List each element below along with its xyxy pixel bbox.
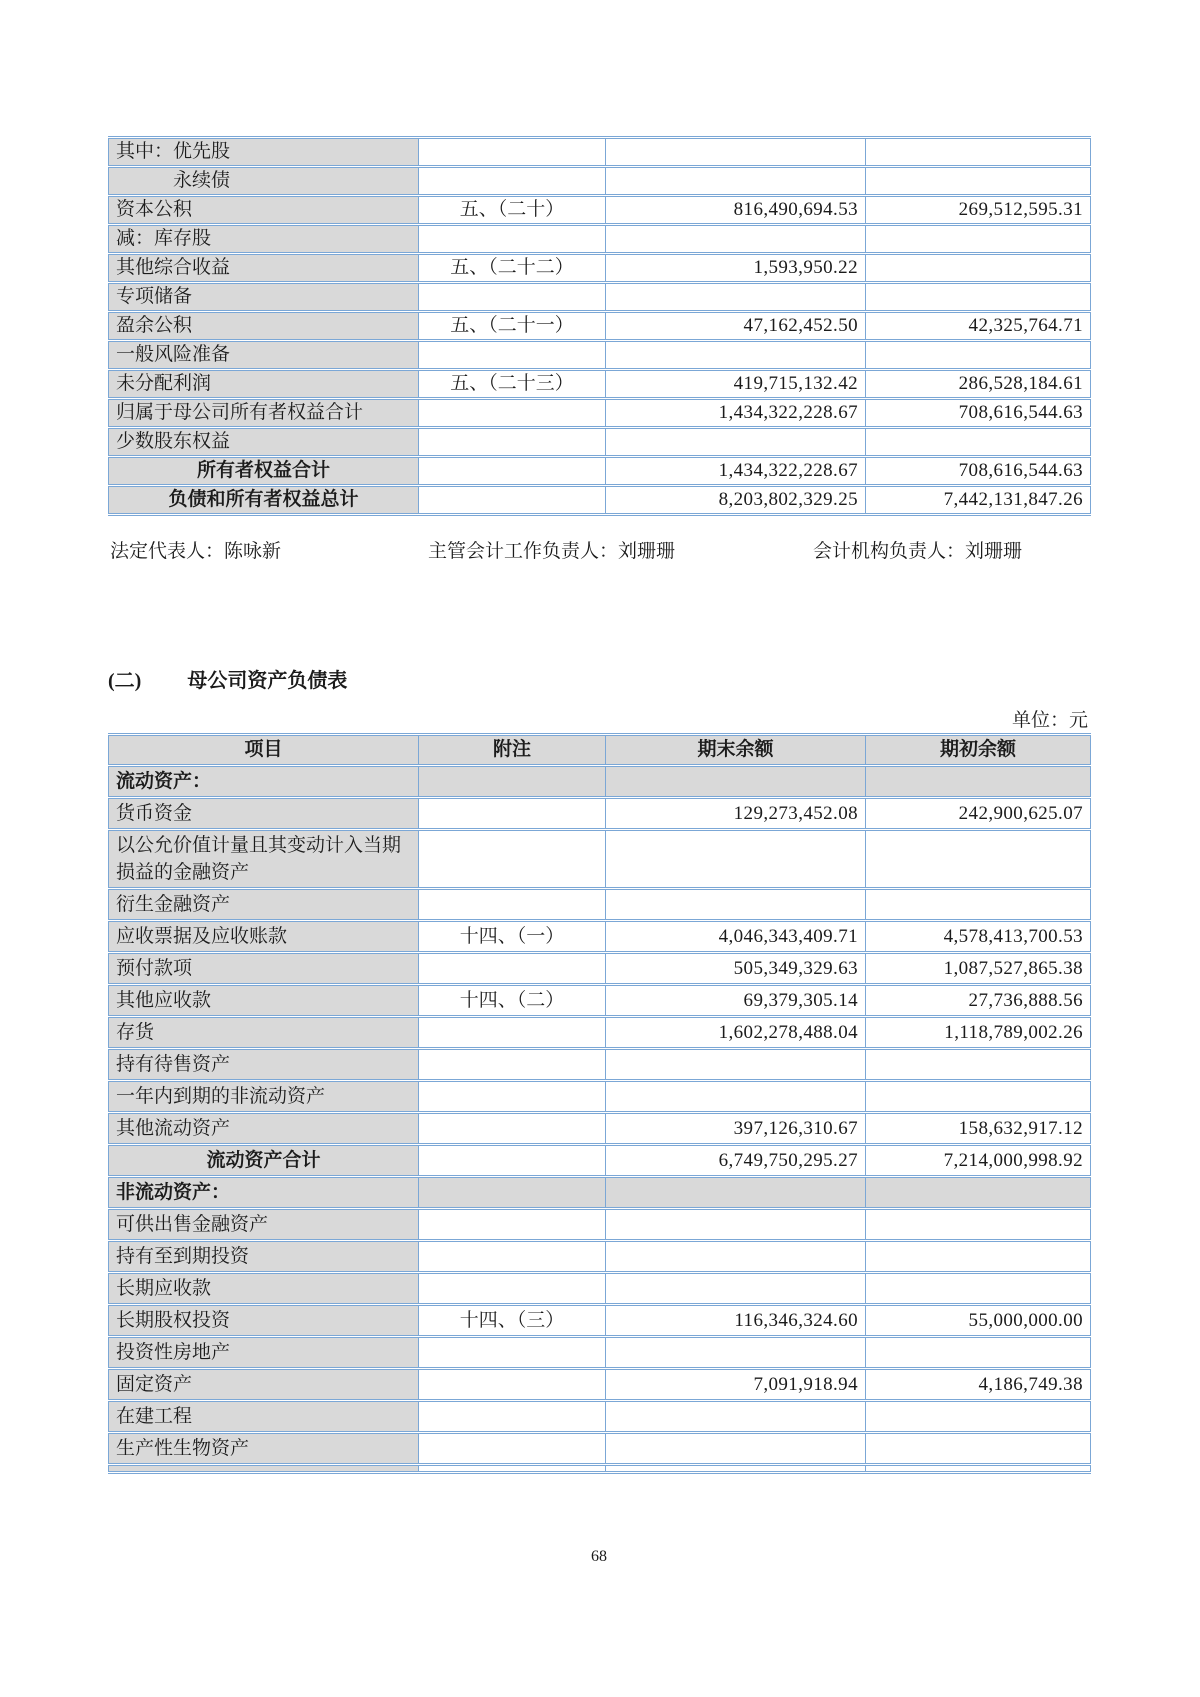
item-cell: 可供出售金融资产 <box>109 1209 419 1241</box>
item-cell: 投资性房地产 <box>109 1337 419 1369</box>
section-heading <box>108 664 1090 691</box>
table-row <box>109 196 1091 225</box>
end-balance-cell: 69,379,305.14 <box>606 985 866 1017</box>
end-balance-cell <box>606 283 866 312</box>
item-cell: 长期股权投资 <box>109 1305 419 1337</box>
end-balance-cell <box>606 1209 866 1241</box>
note-cell: 十四、（三） <box>419 1305 606 1337</box>
note-cell <box>419 138 606 167</box>
begin-balance-cell <box>866 138 1091 167</box>
item-cell: 一般风险准备 <box>109 341 419 370</box>
table-row <box>109 798 1091 830</box>
table-row <box>109 1273 1091 1305</box>
begin-balance-cell: 242,900,625.07 <box>866 798 1091 830</box>
accounting-dept-head-label: 会计机构负责人：刘珊珊 <box>813 541 1023 562</box>
table-row <box>109 766 1091 798</box>
item-cell: 其他综合收益 <box>109 254 419 283</box>
end-balance-cell: 7,091,918.94 <box>606 1369 866 1401</box>
item-cell: 归属于母公司所有者权益合计 <box>109 399 419 428</box>
note-cell: 五、（二十三） <box>419 370 606 399</box>
end-balance-cell <box>606 428 866 457</box>
end-balance-cell: 1,434,322,228.67 <box>606 399 866 428</box>
begin-balance-cell: 158,632,917.12 <box>866 1113 1091 1145</box>
begin-balance-cell: 1,087,527,865.38 <box>866 953 1091 985</box>
begin-balance-cell: 7,442,131,847.26 <box>866 486 1091 515</box>
note-cell <box>419 399 606 428</box>
page-number: 68 <box>591 1548 607 1565</box>
table-row <box>109 830 1091 889</box>
end-balance-cell: 116,346,324.60 <box>606 1305 866 1337</box>
note-cell: 五、（二十二） <box>419 254 606 283</box>
item-cell: 永续债 <box>109 167 419 196</box>
item-cell: 少数股东权益 <box>109 428 419 457</box>
page-content <box>108 0 1090 1474</box>
end-balance-cell: 129,273,452.08 <box>606 798 866 830</box>
column-header: 项目 <box>109 735 419 766</box>
end-balance-cell <box>606 1401 866 1433</box>
section-index: (二) <box>108 670 142 692</box>
note-cell <box>419 830 606 889</box>
begin-balance-cell <box>866 889 1091 921</box>
begin-balance-cell <box>866 1273 1091 1305</box>
column-header: 期末余额 <box>606 735 866 766</box>
end-balance-cell <box>606 1241 866 1273</box>
begin-balance-cell <box>866 1337 1091 1369</box>
note-cell <box>419 1145 606 1177</box>
note-cell <box>419 1401 606 1433</box>
table-row <box>109 138 1091 167</box>
begin-balance-cell <box>866 1433 1091 1465</box>
note-cell <box>419 428 606 457</box>
item-cell: 资本公积 <box>109 196 419 225</box>
begin-balance-cell <box>866 1465 1091 1473</box>
signature-line <box>108 536 1090 562</box>
note-cell <box>419 457 606 486</box>
table-row <box>109 167 1091 196</box>
note-cell: 十四、（二） <box>419 985 606 1017</box>
end-balance-cell <box>606 766 866 798</box>
item-cell: 以公允价值计量且其变动计入当期损益的金融资产 <box>109 830 419 889</box>
begin-balance-cell <box>866 283 1091 312</box>
table-row <box>109 486 1091 515</box>
legal-representative-label: 法定代表人：陈咏新 <box>110 541 282 562</box>
begin-balance-cell <box>866 766 1091 798</box>
item-cell: 所有者权益合计 <box>109 457 419 486</box>
begin-balance-cell <box>866 254 1091 283</box>
begin-balance-cell <box>866 341 1091 370</box>
item-cell: 生产性生物资产 <box>109 1433 419 1465</box>
note-cell: 五、（二十一） <box>419 312 606 341</box>
item-cell: 在建工程 <box>109 1401 419 1433</box>
end-balance-cell <box>606 1337 866 1369</box>
end-balance-cell <box>606 830 866 889</box>
note-cell <box>419 1177 606 1209</box>
note-cell <box>419 1273 606 1305</box>
begin-balance-cell <box>866 428 1091 457</box>
item-cell: 流动资产合计 <box>109 1145 419 1177</box>
note-cell <box>419 953 606 985</box>
begin-balance-cell: 1,118,789,002.26 <box>866 1017 1091 1049</box>
table-row <box>109 1369 1091 1401</box>
begin-balance-cell <box>866 167 1091 196</box>
end-balance-cell <box>606 167 866 196</box>
item-cell: 固定资产 <box>109 1369 419 1401</box>
begin-balance-cell: 42,325,764.71 <box>866 312 1091 341</box>
table-row <box>109 1241 1091 1273</box>
table-row <box>109 889 1091 921</box>
note-cell <box>419 889 606 921</box>
equity-table-continued <box>108 136 1091 516</box>
end-balance-cell: 397,126,310.67 <box>606 1113 866 1145</box>
item-cell: 减：库存股 <box>109 225 419 254</box>
table-row <box>109 1433 1091 1465</box>
item-cell: 未分配利润 <box>109 370 419 399</box>
begin-balance-cell <box>866 1049 1091 1081</box>
begin-balance-cell <box>866 1209 1091 1241</box>
table-row <box>109 341 1091 370</box>
end-balance-cell <box>606 1177 866 1209</box>
note-cell <box>419 1209 606 1241</box>
begin-balance-cell <box>866 1241 1091 1273</box>
end-balance-cell <box>606 1081 866 1113</box>
item-cell: 其他流动资产 <box>109 1113 419 1145</box>
end-balance-cell: 1,593,950.22 <box>606 254 866 283</box>
item-cell: 预付款项 <box>109 953 419 985</box>
column-header: 附注 <box>419 735 606 766</box>
unit-label: 单位：元 <box>1011 710 1088 731</box>
table-row <box>109 1017 1091 1049</box>
table-row <box>109 254 1091 283</box>
end-balance-cell: 816,490,694.53 <box>606 196 866 225</box>
table-row <box>109 1049 1091 1081</box>
table-row <box>109 1145 1091 1177</box>
column-header: 期初余额 <box>866 735 1091 766</box>
end-balance-cell <box>606 1433 866 1465</box>
table-row <box>109 953 1091 985</box>
parent-balance-sheet-table <box>108 733 1091 1474</box>
item-cell: 存货 <box>109 1017 419 1049</box>
begin-balance-cell <box>866 1081 1091 1113</box>
end-balance-cell: 419,715,132.42 <box>606 370 866 399</box>
table-row <box>109 312 1091 341</box>
end-balance-cell <box>606 138 866 167</box>
end-balance-cell <box>606 1049 866 1081</box>
begin-balance-cell <box>866 225 1091 254</box>
end-balance-cell: 1,434,322,228.67 <box>606 457 866 486</box>
table-row <box>109 1401 1091 1433</box>
end-balance-cell <box>606 1465 866 1473</box>
item-cell: 其他应收款 <box>109 985 419 1017</box>
table-row <box>109 1081 1091 1113</box>
item-cell: 盈余公积 <box>109 312 419 341</box>
note-cell <box>419 766 606 798</box>
note-cell <box>419 798 606 830</box>
note-cell <box>419 225 606 254</box>
table-row <box>109 1113 1091 1145</box>
item-cell: 持有至到期投资 <box>109 1241 419 1273</box>
table-row <box>109 283 1091 312</box>
table-row <box>109 428 1091 457</box>
item-cell: 其中：优先股 <box>109 138 419 167</box>
end-balance-cell: 6,749,750,295.27 <box>606 1145 866 1177</box>
end-balance-cell: 505,349,329.63 <box>606 953 866 985</box>
note-cell: 十四、（一） <box>419 921 606 953</box>
header-row <box>109 735 1091 766</box>
begin-balance-cell <box>866 1401 1091 1433</box>
item-cell: 应收票据及应收账款 <box>109 921 419 953</box>
item-cell: 持有待售资产 <box>109 1049 419 1081</box>
table-row <box>109 1305 1091 1337</box>
begin-balance-cell: 7,214,000,998.92 <box>866 1145 1091 1177</box>
item-cell: 一年内到期的非流动资产 <box>109 1081 419 1113</box>
table-row <box>109 370 1091 399</box>
note-cell <box>419 167 606 196</box>
begin-balance-cell: 286,528,184.61 <box>866 370 1091 399</box>
note-cell <box>419 1081 606 1113</box>
begin-balance-cell: 4,186,749.38 <box>866 1369 1091 1401</box>
table-row <box>109 1465 1091 1473</box>
table-row <box>109 1337 1091 1369</box>
table-row <box>109 921 1091 953</box>
note-cell <box>419 1433 606 1465</box>
end-balance-cell: 4,046,343,409.71 <box>606 921 866 953</box>
note-cell <box>419 1017 606 1049</box>
end-balance-cell <box>606 1273 866 1305</box>
note-cell <box>419 1369 606 1401</box>
end-balance-cell <box>606 225 866 254</box>
item-cell: 长期应收款 <box>109 1273 419 1305</box>
item-cell: 负债和所有者权益总计 <box>109 486 419 515</box>
note-cell <box>419 1337 606 1369</box>
end-balance-cell: 47,162,452.50 <box>606 312 866 341</box>
table-row <box>109 399 1091 428</box>
begin-balance-cell <box>866 1177 1091 1209</box>
note-cell <box>419 283 606 312</box>
item-cell: 衍生金融资产 <box>109 889 419 921</box>
end-balance-cell: 8,203,802,329.25 <box>606 486 866 515</box>
note-cell <box>419 486 606 515</box>
item-cell <box>109 1465 419 1473</box>
chief-accountant-label: 主管会计工作负责人：刘珊珊 <box>428 541 676 562</box>
note-cell <box>419 1049 606 1081</box>
item-cell: 非流动资产： <box>109 1177 419 1209</box>
table-row <box>109 985 1091 1017</box>
end-balance-cell <box>606 341 866 370</box>
begin-balance-cell: 708,616,544.63 <box>866 457 1091 486</box>
note-cell: 五、（二十） <box>419 196 606 225</box>
begin-balance-cell <box>866 830 1091 889</box>
table-row <box>109 1177 1091 1209</box>
note-cell <box>419 1241 606 1273</box>
item-cell: 流动资产： <box>109 766 419 798</box>
begin-balance-cell: 4,578,413,700.53 <box>866 921 1091 953</box>
begin-balance-cell: 708,616,544.63 <box>866 399 1091 428</box>
note-cell <box>419 1465 606 1473</box>
begin-balance-cell: 27,736,888.56 <box>866 985 1091 1017</box>
item-cell: 货币资金 <box>109 798 419 830</box>
note-cell <box>419 341 606 370</box>
table-row <box>109 225 1091 254</box>
note-cell <box>419 1113 606 1145</box>
item-cell: 专项储备 <box>109 283 419 312</box>
table-row <box>109 1209 1091 1241</box>
end-balance-cell <box>606 889 866 921</box>
table-row <box>109 457 1091 486</box>
begin-balance-cell: 55,000,000.00 <box>866 1305 1091 1337</box>
section-title: 母公司资产负债表 <box>187 670 348 692</box>
begin-balance-cell: 269,512,595.31 <box>866 196 1091 225</box>
end-balance-cell: 1,602,278,488.04 <box>606 1017 866 1049</box>
